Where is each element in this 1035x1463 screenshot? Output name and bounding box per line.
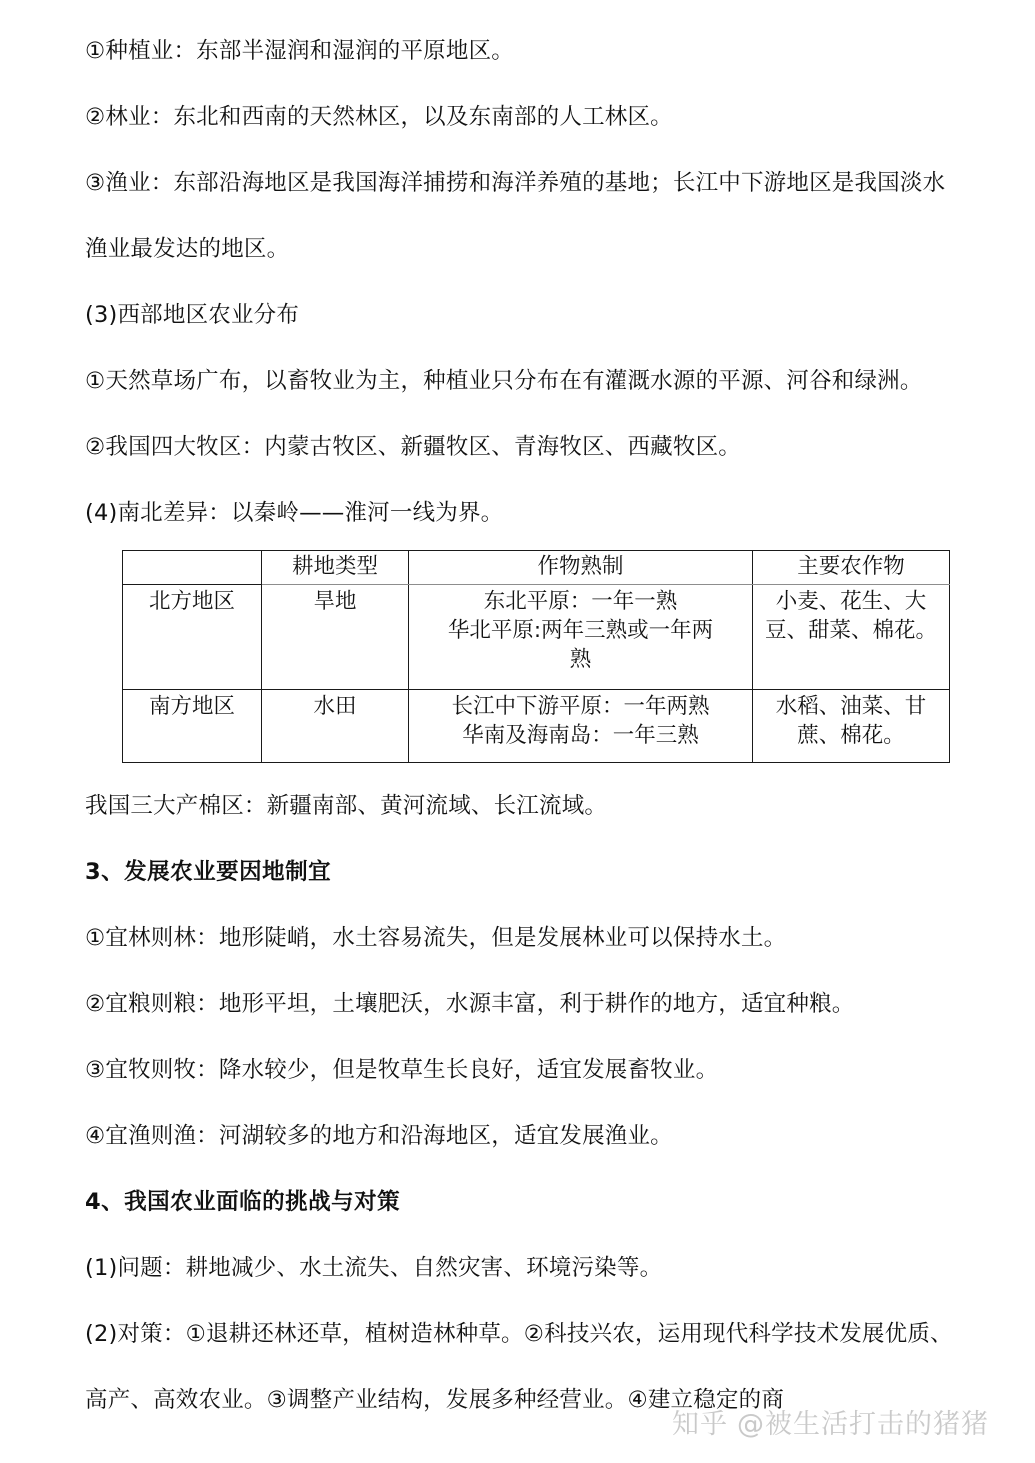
paragraph-problems: (1)问题：耕地减少、水土流失、自然灾害、环境污染等。: [85, 1255, 663, 1281]
paragraph-north-south-difference: (4)南北差异：以秦岭——淮河一线为界。: [85, 500, 504, 526]
crop-system-line: 长江中下游平原：一年两熟: [451, 694, 710, 719]
heading-section-4: 4、我国农业面临的挑战与对策: [85, 1189, 401, 1215]
table-cell-crop-system-north: [409, 585, 753, 690]
paragraph-four-pastoral-areas: ②我国四大牧区：内蒙古牧区、新疆牧区、青海牧区、西藏牧区。: [85, 434, 741, 460]
paragraph-planting: ①种植业：东部半湿润和湿润的平原地区。: [85, 38, 514, 64]
crop-system-line: 熟: [569, 647, 592, 672]
table-header-corner: [123, 551, 262, 585]
paragraph-forestry: ②林业：东北和西南的天然林区，以及东南部的人工林区。: [85, 104, 673, 130]
document-body: [85, 0, 965, 1433]
table-header-land-type: 耕地类型: [262, 551, 409, 585]
paragraph-west-distribution-title: (3)西部地区农业分布: [85, 302, 300, 328]
paragraph-pasture-suitability: ③宜牧则牧：降水较少，但是牧草生长良好，适宜发展畜牧业。: [85, 1057, 719, 1083]
paragraph-measures: (2)对策：①退耕还林还草，植树造林种草。②科技兴农，运用现代科学技术发展优质、高产、高效农业。③调整产业结构，发展多种经营业。④建立稳定的商: [85, 1321, 953, 1413]
north-south-comparison-table-wrapper: [122, 550, 937, 763]
crop-system-line: 东北平原：一年一熟: [483, 589, 678, 614]
paragraph-fishery-suitability: ④宜渔则渔：河湖较多的地方和沿海地区，适宜发展渔业。: [85, 1123, 673, 1149]
table-header-row: [123, 551, 950, 585]
table-cell-land-type-south: 水田: [262, 690, 409, 763]
table-row: [123, 585, 950, 690]
table-cell-land-type-north: 旱地: [262, 585, 409, 690]
watermark-handle: @被生活打击的猪猪: [737, 1409, 989, 1440]
paragraph-grain-suitability: ②宜粮则粮：地形平坦，土壤肥沃，水源丰富，利于耕作的地方，适宜种粮。: [85, 991, 855, 1017]
table-cell-main-crops-north: 小麦、花生、大豆、甜菜、棉花。: [753, 585, 950, 690]
crop-system-line: 华南及海南岛：一年三熟: [462, 723, 699, 748]
table-cell-region-north: 北方地区: [123, 585, 262, 690]
table-cell-main-crops-south: 水稻、油菜、甘蔗、棉花。: [753, 690, 950, 763]
heading-section-3: 3、发展农业要因地制宜: [85, 859, 332, 885]
table-row: [123, 690, 950, 763]
watermark-logo-text: 知乎: [672, 1409, 728, 1440]
paragraph-forest-suitability: ①宜林则林：地形陡峭，水土容易流失，但是发展林业可以保持水土。: [85, 925, 787, 951]
paragraph-west-grassland: ①天然草场广布，以畜牧业为主，种植业只分布在有灌溉水源的平源、河谷和绿洲。: [85, 368, 923, 394]
north-south-comparison-table: [122, 550, 950, 763]
crop-system-line: 华北平原:两年三熟或一年两: [447, 618, 714, 643]
table-header-main-crops: 主要农作物: [753, 551, 950, 585]
table-cell-region-south: 南方地区: [123, 690, 262, 763]
paragraph-fishery: ③渔业：东部沿海地区是我国海洋捕捞和海洋养殖的基地；长江中下游地区是我国淡水渔业最发达的地区。: [85, 170, 946, 262]
table-header-crop-system: 作物熟制: [409, 551, 753, 585]
paragraph-cotton-regions: 我国三大产棉区：新疆南部、黄河流域、长江流域。: [85, 793, 608, 819]
table-cell-crop-system-south: [409, 690, 753, 763]
